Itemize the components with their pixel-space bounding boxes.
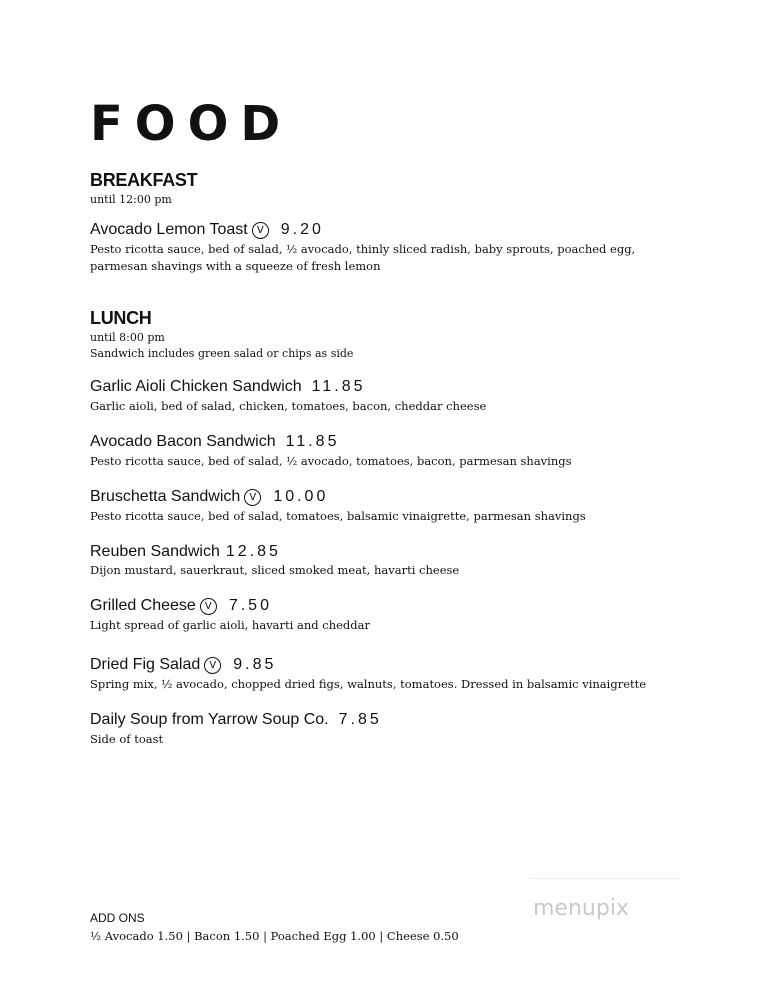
breakfast-heading: BREAKFAST xyxy=(90,170,198,190)
item-price: 7.50 xyxy=(228,597,272,614)
vegetarian-icon: V xyxy=(252,222,269,239)
item-description: Light spread of garlic aioli, havarti and cheddar xyxy=(90,618,371,632)
item-description-line: parmesan shavings with a squeeze of fresh lemon xyxy=(90,259,381,273)
item-description: Side of toast xyxy=(90,732,164,746)
lunch-hours: until 8:00 pm xyxy=(90,331,165,344)
item-price: 9.85 xyxy=(233,656,277,673)
vegetarian-icon: V xyxy=(204,657,221,674)
menu-item-bruschetta-sandwich xyxy=(90,487,328,507)
item-price: 12.85 xyxy=(225,543,281,560)
item-name: Grilled Cheese xyxy=(90,597,196,614)
lunch-side-note: Sandwich includes green salad or chips as side xyxy=(90,347,354,360)
item-description: Pesto ricotta sauce, bed of salad, tomatoes, balsamic vinaigrette, parmesan shavings xyxy=(90,509,586,523)
menu-item-dried-fig-salad xyxy=(90,655,276,675)
lunch-heading: LUNCH xyxy=(90,308,152,328)
item-description: Pesto ricotta sauce, bed of salad, ½ avocado, tomatoes, bacon, parmesan shavings xyxy=(90,454,572,468)
watermark-decoration xyxy=(530,878,680,885)
addons-heading: ADD ONS xyxy=(90,911,145,925)
item-name: Reuben Sandwich xyxy=(90,543,220,560)
vegetarian-icon: V xyxy=(200,598,217,615)
item-price: 11.85 xyxy=(311,378,366,395)
page-title: FOOD xyxy=(90,96,293,152)
item-name: Daily Soup from Yarrow Soup Co. xyxy=(90,711,329,728)
item-name: Dried Fig Salad xyxy=(90,656,201,673)
menupix-watermark: menupix xyxy=(533,896,629,921)
item-description xyxy=(90,241,690,275)
item-price: 10.00 xyxy=(273,488,329,505)
addons-list: ½ Avocado 1.50 | Bacon 1.50 | Poached Egg 1.00 | Cheese 0.50 xyxy=(90,929,459,943)
item-price: 11.85 xyxy=(285,433,340,450)
item-name: Avocado Lemon Toast xyxy=(90,221,248,238)
breakfast-hours: until 12:00 pm xyxy=(90,193,172,206)
item-price: 9.20 xyxy=(280,221,324,238)
menu-item-avocado-lemon-toast xyxy=(90,220,324,240)
menu-item-daily-soup xyxy=(90,710,382,730)
menu-item-reuben-sandwich xyxy=(90,542,281,562)
item-description: Dijon mustard, sauerkraut, sliced smoked meat, havarti cheese xyxy=(90,563,460,577)
item-description: Spring mix, ½ avocado, chopped dried figs, walnuts, tomatoes. Dressed in balsamic vinaigrette xyxy=(90,677,647,691)
item-name: Avocado Bacon Sandwich xyxy=(90,433,276,450)
item-name: Bruschetta Sandwich xyxy=(90,488,241,505)
menu-item-avocado-bacon-sandwich xyxy=(90,432,339,452)
menu-item-garlic-aioli-chicken-sandwich xyxy=(90,377,366,397)
item-name: Garlic Aioli Chicken Sandwich xyxy=(90,378,302,395)
item-description: Garlic aioli, bed of salad, chicken, tomatoes, bacon, cheddar cheese xyxy=(90,399,487,413)
vegetarian-icon: V xyxy=(244,489,261,506)
item-price: 7.85 xyxy=(338,711,382,728)
menu-item-grilled-cheese xyxy=(90,596,272,616)
item-description-line: Pesto ricotta sauce, bed of salad, ½ avocado, thinly sliced radish, baby sprouts, poached egg, xyxy=(90,242,636,256)
